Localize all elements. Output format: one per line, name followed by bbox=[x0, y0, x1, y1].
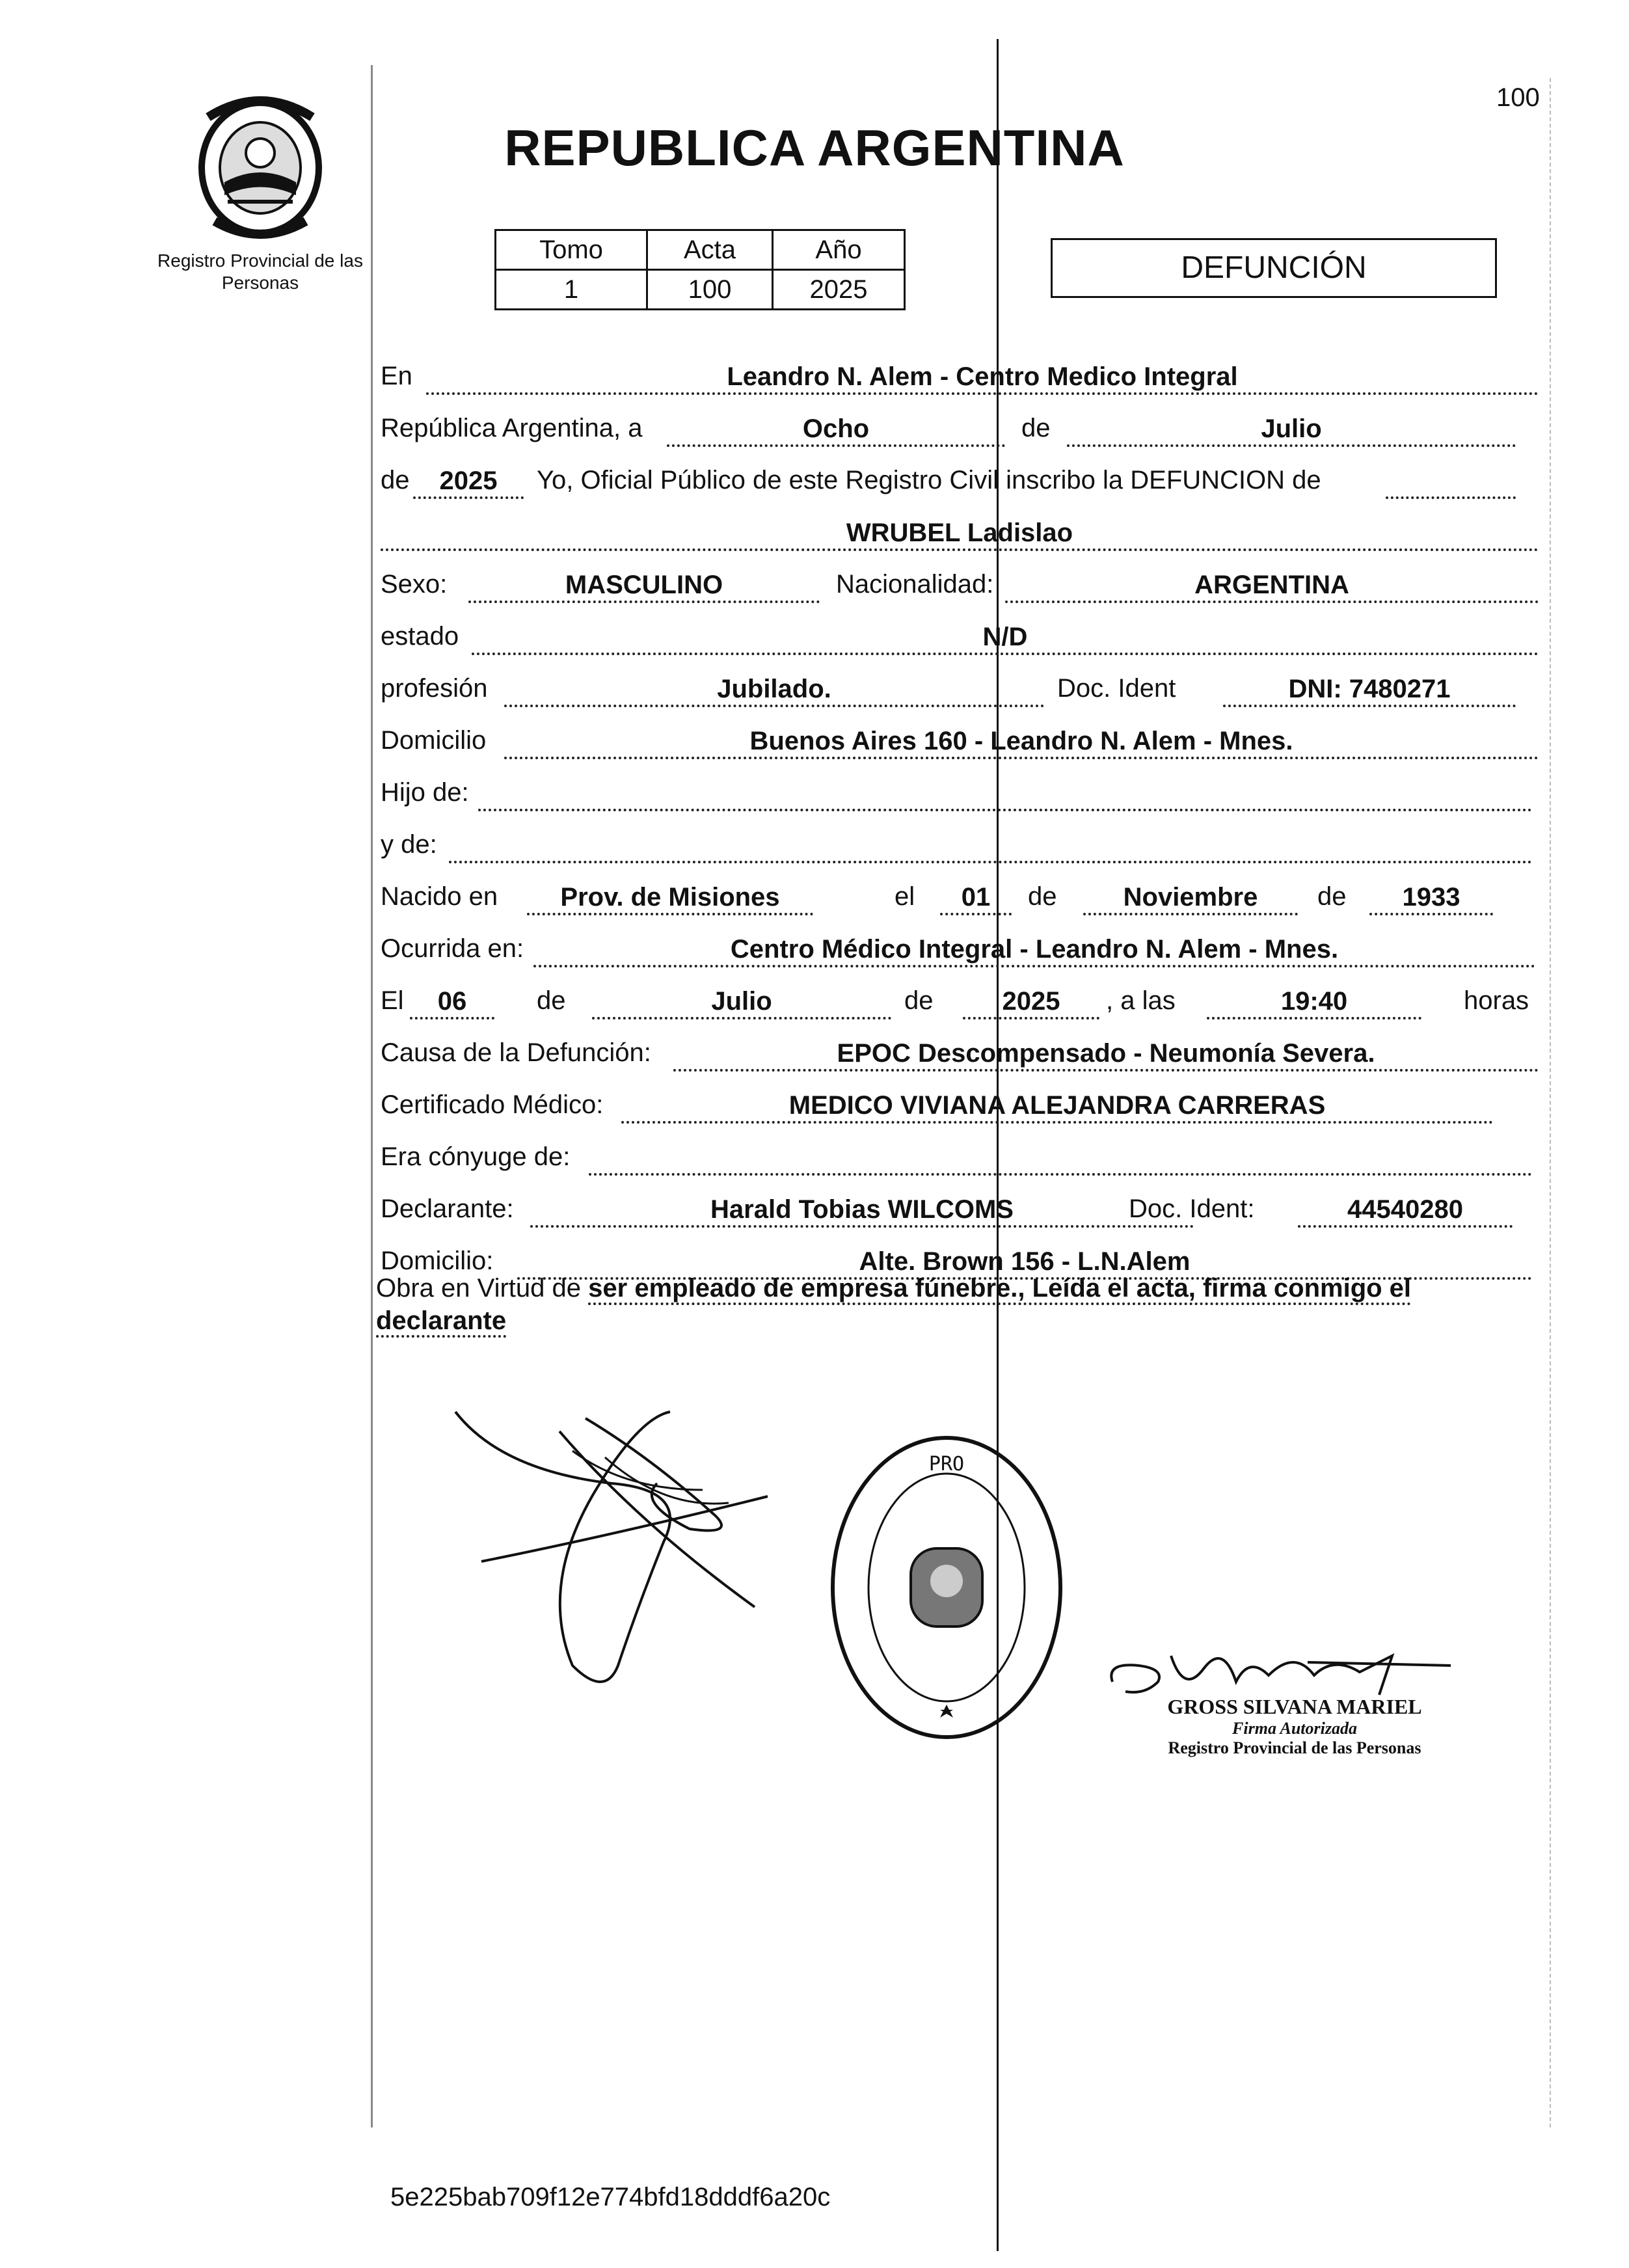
acta-header: Acta bbox=[647, 230, 773, 270]
field-nombre: WRUBEL Ladislao bbox=[381, 517, 1539, 551]
field-nac-dia: 01 bbox=[940, 882, 1012, 915]
row-nombre bbox=[381, 511, 1545, 556]
right-margin-rule bbox=[1550, 78, 1552, 2127]
field-causa: EPOC Descompensado - Neumonía Severa. bbox=[673, 1038, 1539, 1072]
field-nac-mes: Noviembre bbox=[1083, 882, 1298, 915]
row-domicilio bbox=[381, 719, 1545, 764]
label-el: el bbox=[895, 882, 915, 911]
document-title: REPUBLICA ARGENTINA bbox=[504, 119, 1125, 176]
label-ocurrida-en: Ocurrida en: bbox=[381, 934, 524, 963]
row-certificado bbox=[381, 1083, 1545, 1129]
field-nac-anio: 1933 bbox=[1369, 882, 1493, 915]
field-conyuge bbox=[589, 1142, 1532, 1176]
label-de-def-anio: de bbox=[904, 986, 934, 1015]
official-stamp bbox=[826, 1431, 1067, 1744]
label-sexo: Sexo: bbox=[381, 570, 448, 599]
label-estado: estado bbox=[381, 622, 459, 651]
label-nacionalidad: Nacionalidad: bbox=[836, 570, 994, 599]
label-profesion: profesión bbox=[381, 674, 488, 703]
label-domicilio: Domicilio bbox=[381, 726, 487, 755]
label-de-nac-mes: de bbox=[1028, 882, 1057, 911]
field-def-dia: 06 bbox=[410, 986, 494, 1019]
row-y-de bbox=[381, 823, 1545, 869]
label-hijo-de: Hijo de: bbox=[381, 778, 469, 807]
field-profesion: Jubilado. bbox=[504, 673, 1044, 707]
label-de: de bbox=[1021, 414, 1051, 442]
tomo-header: Tomo bbox=[496, 230, 647, 270]
label-obra: Obra en Virtud de bbox=[376, 1274, 582, 1303]
left-margin-rule bbox=[371, 65, 373, 2127]
record-type-box: DEFUNCIÓN bbox=[1051, 238, 1497, 298]
row-conyuge bbox=[381, 1135, 1545, 1181]
document-hash: 5e225bab709f12e774bfd18dddf6a20c bbox=[390, 2183, 831, 2211]
registry-label: Registro Provincial de las Personas bbox=[157, 250, 363, 293]
field-doc-ident: DNI: 7480271 bbox=[1223, 673, 1516, 707]
obra-en-virtud-paragraph bbox=[376, 1272, 1547, 1337]
field-anio: 2025 bbox=[413, 465, 524, 499]
label-de-nac-anio: de bbox=[1317, 882, 1347, 911]
row-causa bbox=[381, 1031, 1545, 1077]
field-mes: Julio bbox=[1067, 413, 1516, 447]
row-nacimiento bbox=[381, 875, 1545, 921]
label-de-def-mes: de bbox=[537, 986, 566, 1015]
signatory-block bbox=[1119, 1695, 1470, 1758]
row-hijo-de bbox=[381, 771, 1545, 817]
field-declarante-doc: 44540280 bbox=[1298, 1194, 1513, 1228]
field-obra-virtud: ser empleado de empresa fúnebre., Leída el acta, firma conmigo el declarante bbox=[376, 1274, 1411, 1338]
row-fecha-acta bbox=[381, 407, 1545, 452]
label-declarante: Declarante: bbox=[381, 1195, 514, 1223]
row-fecha-defuncion bbox=[381, 979, 1545, 1025]
page-number: 100 bbox=[1496, 83, 1540, 112]
label-domicilio-declarante: Domicilio: bbox=[381, 1247, 494, 1275]
field-hijo-de bbox=[478, 777, 1532, 811]
field-y-de bbox=[449, 830, 1532, 863]
field-ocurrida-en: Centro Médico Integral - Leandro N. Alem - Mnes. bbox=[533, 934, 1535, 967]
tomo-value: 1 bbox=[496, 270, 647, 310]
signatory-role: Firma Autorizada bbox=[1232, 1719, 1357, 1738]
signatory-name: GROSS SILVANA MARIEL bbox=[1167, 1695, 1422, 1718]
field-lugar: Leandro N. Alem - Centro Medico Integral bbox=[426, 361, 1539, 395]
field-def-anio: 2025 bbox=[963, 986, 1099, 1019]
field-sexo: MASCULINO bbox=[468, 569, 820, 603]
field-certificado: MEDICO VIVIANA ALEJANDRA CARRERAS bbox=[621, 1090, 1493, 1124]
row-ocurrida bbox=[381, 927, 1545, 973]
anio-header: Año bbox=[773, 230, 905, 270]
field-blank-yo bbox=[1386, 465, 1516, 499]
label-a-las: , a las bbox=[1106, 986, 1176, 1015]
label-en: En bbox=[381, 362, 412, 390]
field-domicilio: Buenos Aires 160 - Leandro N. Alem - Mnes. bbox=[504, 725, 1539, 759]
row-declarante bbox=[381, 1187, 1545, 1233]
label-yo: Yo, Oficial Público de este Registro Civil inscribo la DEFUNCION de bbox=[537, 466, 1321, 494]
field-def-hora: 19:40 bbox=[1207, 986, 1421, 1019]
row-lugar bbox=[381, 355, 1545, 400]
field-nacionalidad: ARGENTINA bbox=[1005, 569, 1539, 603]
label-doc-ident: Doc. Ident bbox=[1057, 674, 1176, 703]
label-causa: Causa de la Defunción: bbox=[381, 1038, 651, 1067]
label-de-anio: de bbox=[381, 466, 410, 494]
label-doc-ident-declarante: Doc. Ident: bbox=[1129, 1195, 1255, 1223]
label-republica: República Argentina, a bbox=[381, 414, 643, 442]
row-estado bbox=[381, 615, 1545, 660]
field-declarante-domicilio: Alte. Brown 156 - L.N.Alem bbox=[517, 1246, 1532, 1280]
label-conyuge: Era cónyuge de: bbox=[381, 1142, 571, 1171]
field-nacido-en: Prov. de Misiones bbox=[527, 882, 813, 915]
label-y-de: y de: bbox=[381, 830, 437, 859]
acta-value: 100 bbox=[647, 270, 773, 310]
field-dia: Ocho bbox=[667, 413, 1005, 447]
field-declarante: Harald Tobias WILCOMS bbox=[530, 1194, 1194, 1228]
label-nacido-en: Nacido en bbox=[381, 882, 498, 911]
field-estado: N/D bbox=[472, 621, 1539, 655]
record-table bbox=[494, 229, 906, 310]
row-sexo bbox=[381, 563, 1545, 608]
row-anio bbox=[381, 459, 1545, 504]
authorized-signature bbox=[1099, 1630, 1464, 1701]
label-el-def: El bbox=[381, 986, 404, 1015]
declarant-signature bbox=[442, 1392, 846, 1692]
field-def-mes: Julio bbox=[592, 986, 891, 1019]
anio-value: 2025 bbox=[773, 270, 905, 310]
label-certificado: Certificado Médico: bbox=[381, 1090, 604, 1119]
row-profesion bbox=[381, 667, 1545, 712]
label-horas: horas bbox=[1464, 986, 1529, 1015]
svg-text:PRO: PRO bbox=[928, 1453, 965, 1476]
signatory-office: Registro Provincial de las Personas bbox=[1168, 1738, 1421, 1757]
